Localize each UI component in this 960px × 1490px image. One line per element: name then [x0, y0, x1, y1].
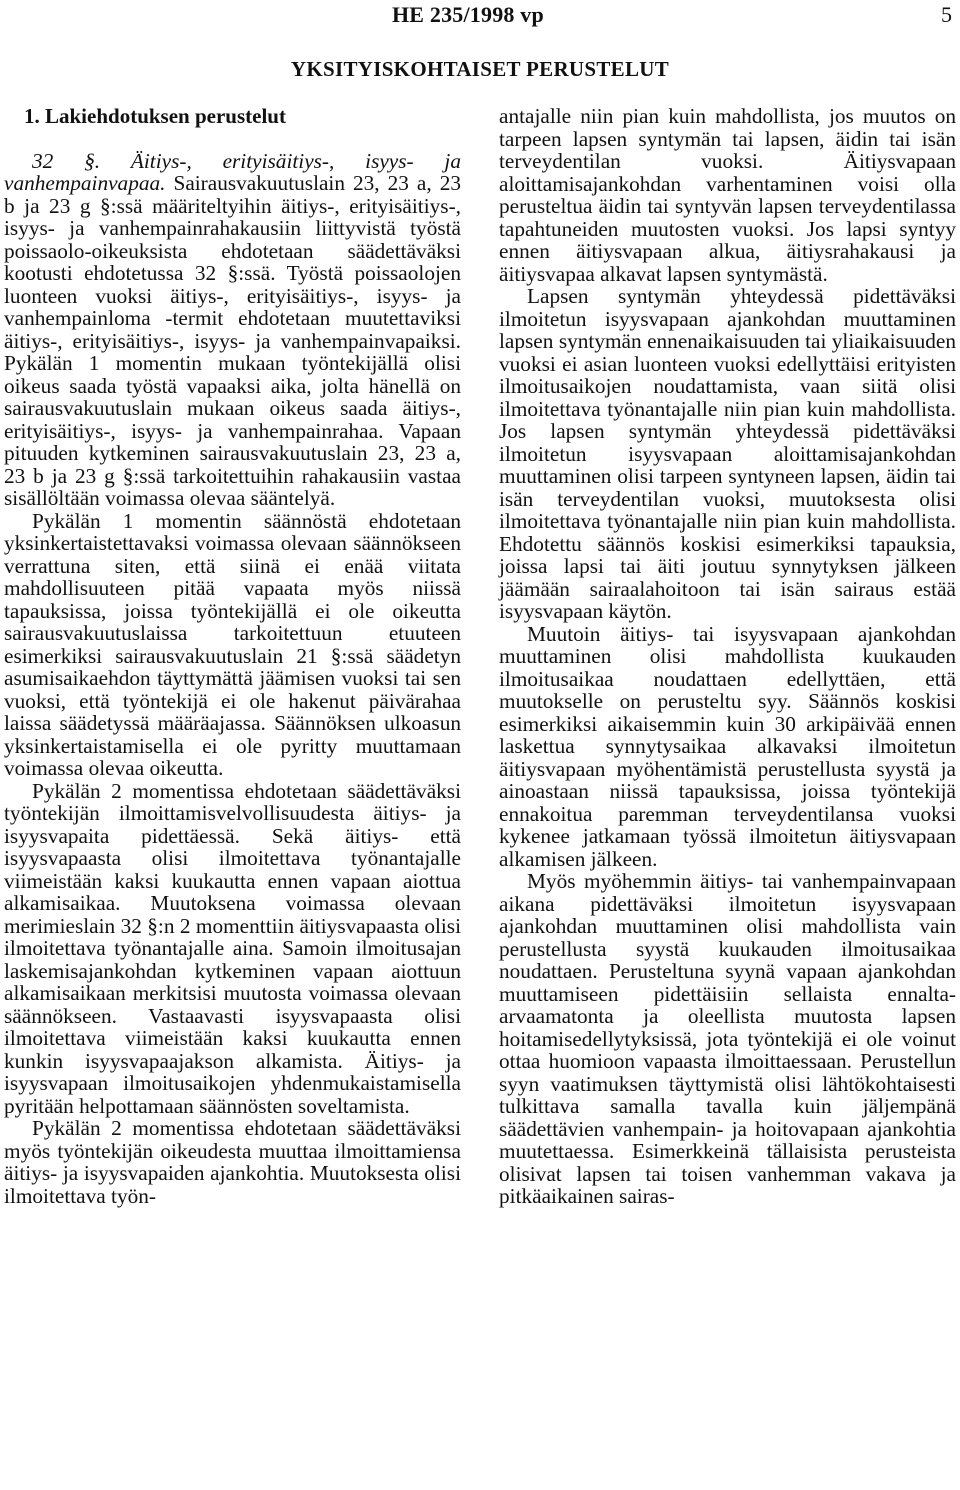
paragraph: Pykälän 2 momentissa ehdotetaan säädettäväksi työntekijän ilmoittamisvelvollisuudesta äitiys- ja isyysvapaita pidettäessä. Sekä äitiys- että isyysvapaasta olisi ilmoitettava työnantajalle viimeistään kaksi kuukautta ennen vapaan aiottua alkamisaikaa. Muutoksena voimassa olevaan merimieslain 32 §:n 2 momenttiin äitiysvapaasta olisi ilmoitettava työnantajalle aina. Samoin ilmoitusajan laskemisajankohdan kytkeminen vapaan aiottuun alkamisaikaan merkitsisi muutosta voimassa olevaan säännökseen. Vastaavasti isyysvapaasta olisi ilmoitettava viimeistään kaksi kuukautta ennen kunkin isyysvapaajakson alkamista. Äitiys- ja isyysvapaan ilmoitusaikojen yhdenmukaistamisella pyritään helpottamaan säännösten soveltamista.: [4, 778, 461, 1118]
page-header: [0, 2, 960, 32]
paragraph: Myös myöhemmin äitiys- tai vanhempainvapaan aikana pidettäväksi ilmoitetun isyysvapaan ajankohdan muuttaminen olisi mahdollista vain perustellusta syystä kuukauden ilmoitusaikaa noudattaen. Perusteltuna syynä vapaan ajankohdan muuttamiseen pidettäisiin sellaista ennalta-arvaamatonta ja oleellista muutosta lapsen hoitamisedellytyksissä, jota työntekijä ei ole voinut ottaa huomioon vapaasta ilmoittaessaan. Perustellun syyn vaatimuksen täyttymistä olisi lähtökohtaisesti tulkittava samalla tavalla kuin jäljempänä säädettävien vanhempain- ja hoitovapaan ajankohtia muutettaessa. Esimerkkeinä tällaisista perusteista olisivat lapsen tai toisen vanhemman vakava ja pitkäaikainen sairas-: [499, 869, 956, 1208]
document-identifier: HE 235/1998 vp: [392, 2, 544, 27]
paragraph: Pykälän 1 momentin säännöstä ehdotetaan yksinkertaistettavaksi voimassa olevaan säännökseen verrattuna siten, että siinä ei enää viitata mahdollisuuteen pitää vapaata myös niissä tapauksissa, joissa työntekijällä ei ole oikeutta sairausvakuutuslaissa tarkoitettuun etuuteen esimerkiksi sairausvakuutuslain 21 §:ssä säädetyn asumisaikaehdon täyttymättä jäämisen vuoksi tai sen vuoksi, että työntekijä ei ole hakenut päivärahaa laissa säädetyssä määräajassa. Säännöksen ulkoasun yksinkertaistamisella ei ole pyritty muuttamaan voimassa olevaa oikeutta.: [4, 508, 461, 780]
paragraph: Pykälän 2 momentissa ehdotetaan säädettäväksi myös työntekijän oikeudesta muuttaa ilmoittamiensa äitiys- ja isyysvapaiden ajankohtia. Muutoksesta olisi ilmoitettava työn-: [4, 1116, 461, 1208]
paragraph-continued: antajalle niin pian kuin mahdollista, jos muutos on tarpeen lapsen syntymän tai lapsen, äidin tai isän terveydentilan vuoksi. Äitiysvapaan aloittamisajankohdan varhentaminen voisi olla perusteltua äidin tai syntyvän lapsen terveydentilassa tapahtuneiden muutosten vuoksi. Jos lapsi syntyy ennen äitiysvapaan alkua, äitiysrahakausi ja äitiysvapaa alkavat lapsen syntymästä.: [499, 104, 956, 286]
right-column: [499, 105, 956, 1208]
paragraph: [4, 150, 461, 510]
paragraph: Lapsen syntymän yhteydessä pidettäväksi ilmoitetun isyysvapaan ajankohdan muuttaminen lapsen syntymän ennenaikaisuuden tai yliaikaisuuden vuoksi ei asian luonteen vuoksi edellyttäisi erityisten ilmoitusaikojen noudattamista, vaan siitä olisi ilmoitettava työnantajalle niin pian kuin mahdollista. Jos lapsen syntymän yhteydessä pidettäväksi ilmoitetun isyysvapaan aloittamisajankohdan muuttaminen olisi tarpeen syntyneen lapsen, äidin tai isän terveydentilan vuoksi, muutoksesta olisi ilmoitettava työnantajalle niin pian kuin mahdollista. Ehdotettu säännös koskisi esimerkiksi tapauksia, joissa lapsi tai äiti joutuu synnytyksen jälkeen jäämään sairaalahoitoon tai isän sairaus estää isyysvapaan käytön.: [499, 284, 956, 623]
subsection-heading: 1. Lakiehdotuksen perustelut: [24, 104, 286, 128]
section-title: YKSITYISKOHTAISET PERUSTELUT: [290, 57, 670, 81]
page-number: 5: [941, 2, 952, 27]
paragraph-heading: 32 §. Äitiys-, erityisäitiys-, isyys- ja vanhempainvapaa.: [4, 148, 461, 195]
left-column: [4, 105, 461, 1207]
paragraph-text: Sairausvakuutuslain 23, 23 a, 23 b ja 23 g §:ssä määriteltyihin äitiys-, erityisäitiys-, isyys- ja vanhempainrahakausiin liittyvistä työstä poissaolo-oikeuksista ehdotetaan säädettäväksi kootusti ehdotetussa 32 §:ssä. Työstä poissaolojen luonteen vuoksi äitiys-, erityisäitiys-, isyys- ja vanhempainloma -termit ehdotetaan muutettaviksi äitiys-, erityisäitiys-, isyys- ja vanhempainvapaiksi. Pykälän 1 momentin mukaan työntekijällä olisi oikeus saada työstä vapaaksi aika, jolta hänellä on sairausvakuutuslain mukaan oikeus saada äitiys-, erityisäitiys-, isyys- ja vanhempainrahaa. Vapaan pituuden kytkeminen sairausvakuutuslain 23, 23 a, 23 b ja 23 g §:ssä tarkoitettuihin rahakausiin vastaa sisällöltään voimassa olevaa sääntelyä.: [4, 171, 461, 510]
paragraph: Muutoin äitiys- tai isyysvapaan ajankohdan muuttaminen olisi mahdollista kuukauden ilmoitusaikaa noudattaen edellyttäen, että muutokselle on perusteltu syy. Säännös koskisi esimerkiksi aikaisemmin kuin 30 arkipäivää ennen laskettua synnytysaikaa alkavaksi ilmoitetun äitiysvapaan myöhentämistä perustellusta syystä ja ainoastaan niissä tapauksissa, joissa työntekijä ennakoitua paremman terveydentilansa vuoksi kykenee jatkamaan työssä ilmoitetun äitiysvapaan alkamisen jälkeen.: [499, 621, 956, 871]
